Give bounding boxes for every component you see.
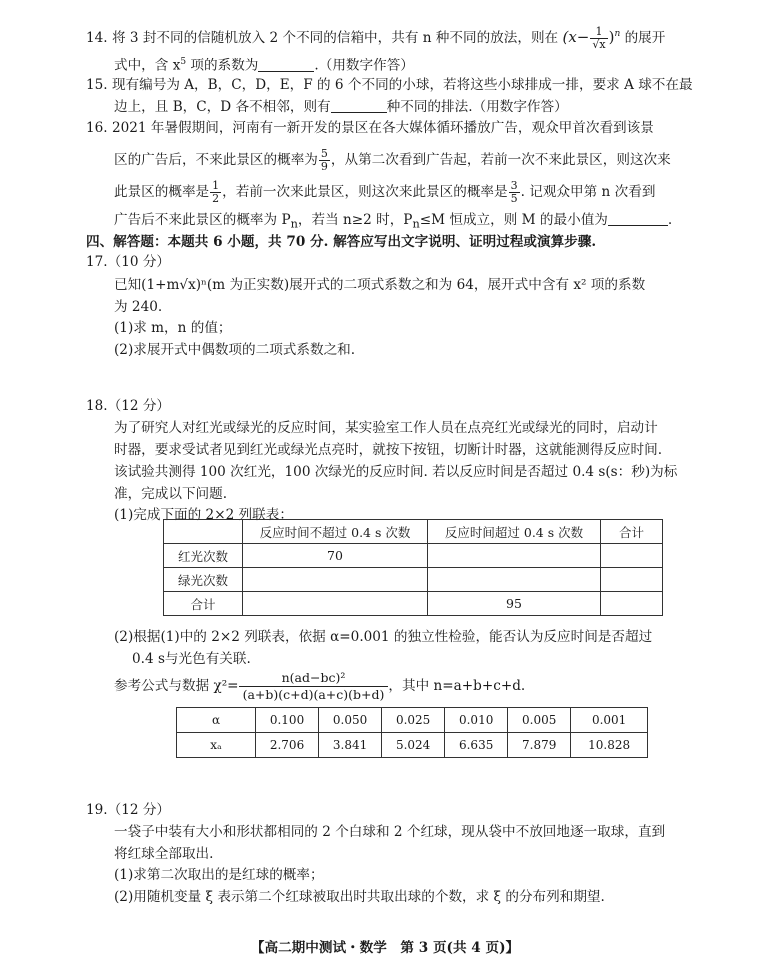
q17-line1: 已知(1+m√x)ⁿ(m 为正实数)展开式的二项式系数之和为 64，展开式中含有 x² 项的系数 (114, 277, 646, 293)
q16-answer-blank[interactable] (608, 211, 668, 226)
q14-line2: 式中，含 $x^5$ 项的系数为 .（用数字作答） (114, 57, 414, 74)
q16-line1: 16. 2021 年暑假期间，河南有一新开发的景区在各大媒体循环播放广告，观众甲首次看到该景 (86, 120, 654, 136)
q16-line3: 此景区的概率是 $\frac{1}{2}$ ，若前一次来此景区，则这次来此景区的概率是 $\frac{3}{5}$ . 记观众甲第 n 次看到 (114, 179, 656, 205)
table-row: 绿光次数 (164, 568, 663, 592)
q19-line1: 一袋子中装有大小和形状都相同的 2 个白球和 2 个红球，现从袋中不放回地逐一取球，直到 (114, 824, 666, 840)
q14-answer-blank[interactable] (258, 57, 314, 72)
q18-part2-cont: 0.4 s与光色有关联. (132, 651, 251, 667)
q18-part1: (1)完成下面的 2×2 列联表： (114, 507, 293, 523)
q17-line2: 为 240. (114, 299, 163, 315)
q19-part2: (2)用随机变量 ξ 表示第二个红球被取出时共取出球的个数，求 ξ 的分布列和期望. (114, 889, 605, 905)
q14-text-end: 的展开 (624, 30, 666, 46)
q15-line2: 边上，且 B，C，D 各不相邻，则有 种不同的排法.（用数字作答） (114, 99, 568, 115)
section-heading: 四、解答题：本题共 6 小题，共 70 分. 解答应写出文字说明、证明过程或演算步骤. (86, 234, 597, 250)
q14-text: 将 3 封不同的信随机放入 2 个不同的信箱中，共有 n 种不同的放法，则在 (111, 30, 559, 46)
q14-line1: 14. 将 3 封不同的信随机放入 2 个不同的信箱中，共有 n 种不同的放法，则在 (x− $\frac{1}{√x}$ )$^n$ 的展开 (86, 24, 666, 51)
q19-heading: 19.（12 分） (86, 802, 171, 818)
q18-formula: 参考公式与数据 χ²= $\frac{\text{n(ad−bc)²}}{(a+b)(c+d)(a+c)(b+d)}$ ，其中 n=a+b+c+d. (114, 670, 526, 702)
critical-value-table (176, 707, 648, 758)
q17-part1: (1)求 m，n 的值； (114, 320, 232, 336)
q16-line2: 区的广告后，不来此景区的概率为 $\frac{5}{9}$ ，从第二次看到广告起，若前一次不来此景区，则这次来 (114, 147, 671, 173)
q19-part1: (1)求第二次取出的是红球的概率； (114, 867, 324, 883)
q18-line2: 时器，要求受试者见到红光或绿光点亮时，就按下按钮，切断计时器，这就能测得反应时间. (114, 442, 663, 458)
q16-line4: 广告后不来此景区的概率为 $P_n$，若当 n≥2 时，$P_n\le M$ 恒成立，则 M 的最小值为 . (114, 212, 673, 231)
table-row: 合计 95 (164, 592, 663, 616)
q14-number: 14. (86, 30, 108, 46)
q14-expr: (x− (562, 28, 590, 46)
table-row: α 0.100 0.050 0.025 0.010 0.005 0.001 (177, 708, 648, 733)
page-footer: 【高二期中测试・数学 第 3 页(共 4 页)】 (250, 940, 520, 956)
table-row: 红光次数 70 (164, 544, 663, 568)
q18-line3: 该试验共测得 100 次红光，100 次绿光的反应时间. 若以反应时间是否超过 0.4 s(s：秒)为标 (114, 464, 678, 480)
q15-line1: 15. 现有编号为 A，B，C，D，E，F 的 6 个不同的小球，若将这些小球排成一排，要求 A 球不在最 (86, 77, 693, 93)
contingency-table (163, 519, 663, 616)
q16-fraction-3-5: $\frac{3}{5}$ (510, 179, 518, 205)
q16-fraction-1-2: $\frac{1}{2}$ (212, 179, 220, 205)
chi-square-fraction: $\frac{\text{n(ad−bc)²}}{(a+b)(c+d)(a+c)(b+d)}$ (239, 670, 389, 703)
q15-answer-blank[interactable] (331, 98, 387, 113)
table-header-row: 反应时间不超过 0.4 s 次数 反应时间超过 0.4 s 次数 合计 (164, 520, 663, 544)
q16-fraction-5-9: $\frac{5}{9}$ (320, 147, 328, 173)
table-row: xₐ 2.706 3.841 5.024 6.635 7.879 10.828 (177, 733, 648, 758)
q17-part2: (2)求展开式中偶数项的二项式系数之和. (114, 342, 356, 358)
q18-line1: 为了研究人对红光或绿光的反应时间，某实验室工作人员在点亮红光或绿光的同时，启动计 (114, 420, 658, 436)
q19-line2: 将红球全部取出. (114, 846, 214, 862)
q18-heading: 18.（12 分） (86, 398, 171, 414)
q18-part2: (2)根据(1)中的 2×2 列联表，依据 α=0.001 的独立性检验，能否认为反应时间是否超过 (114, 629, 653, 645)
q17-heading: 17.（10 分） (86, 254, 171, 270)
q14-fraction: $\frac{1}{√x}$ (592, 24, 606, 51)
q18-line4: 准，完成以下问题. (114, 486, 228, 502)
